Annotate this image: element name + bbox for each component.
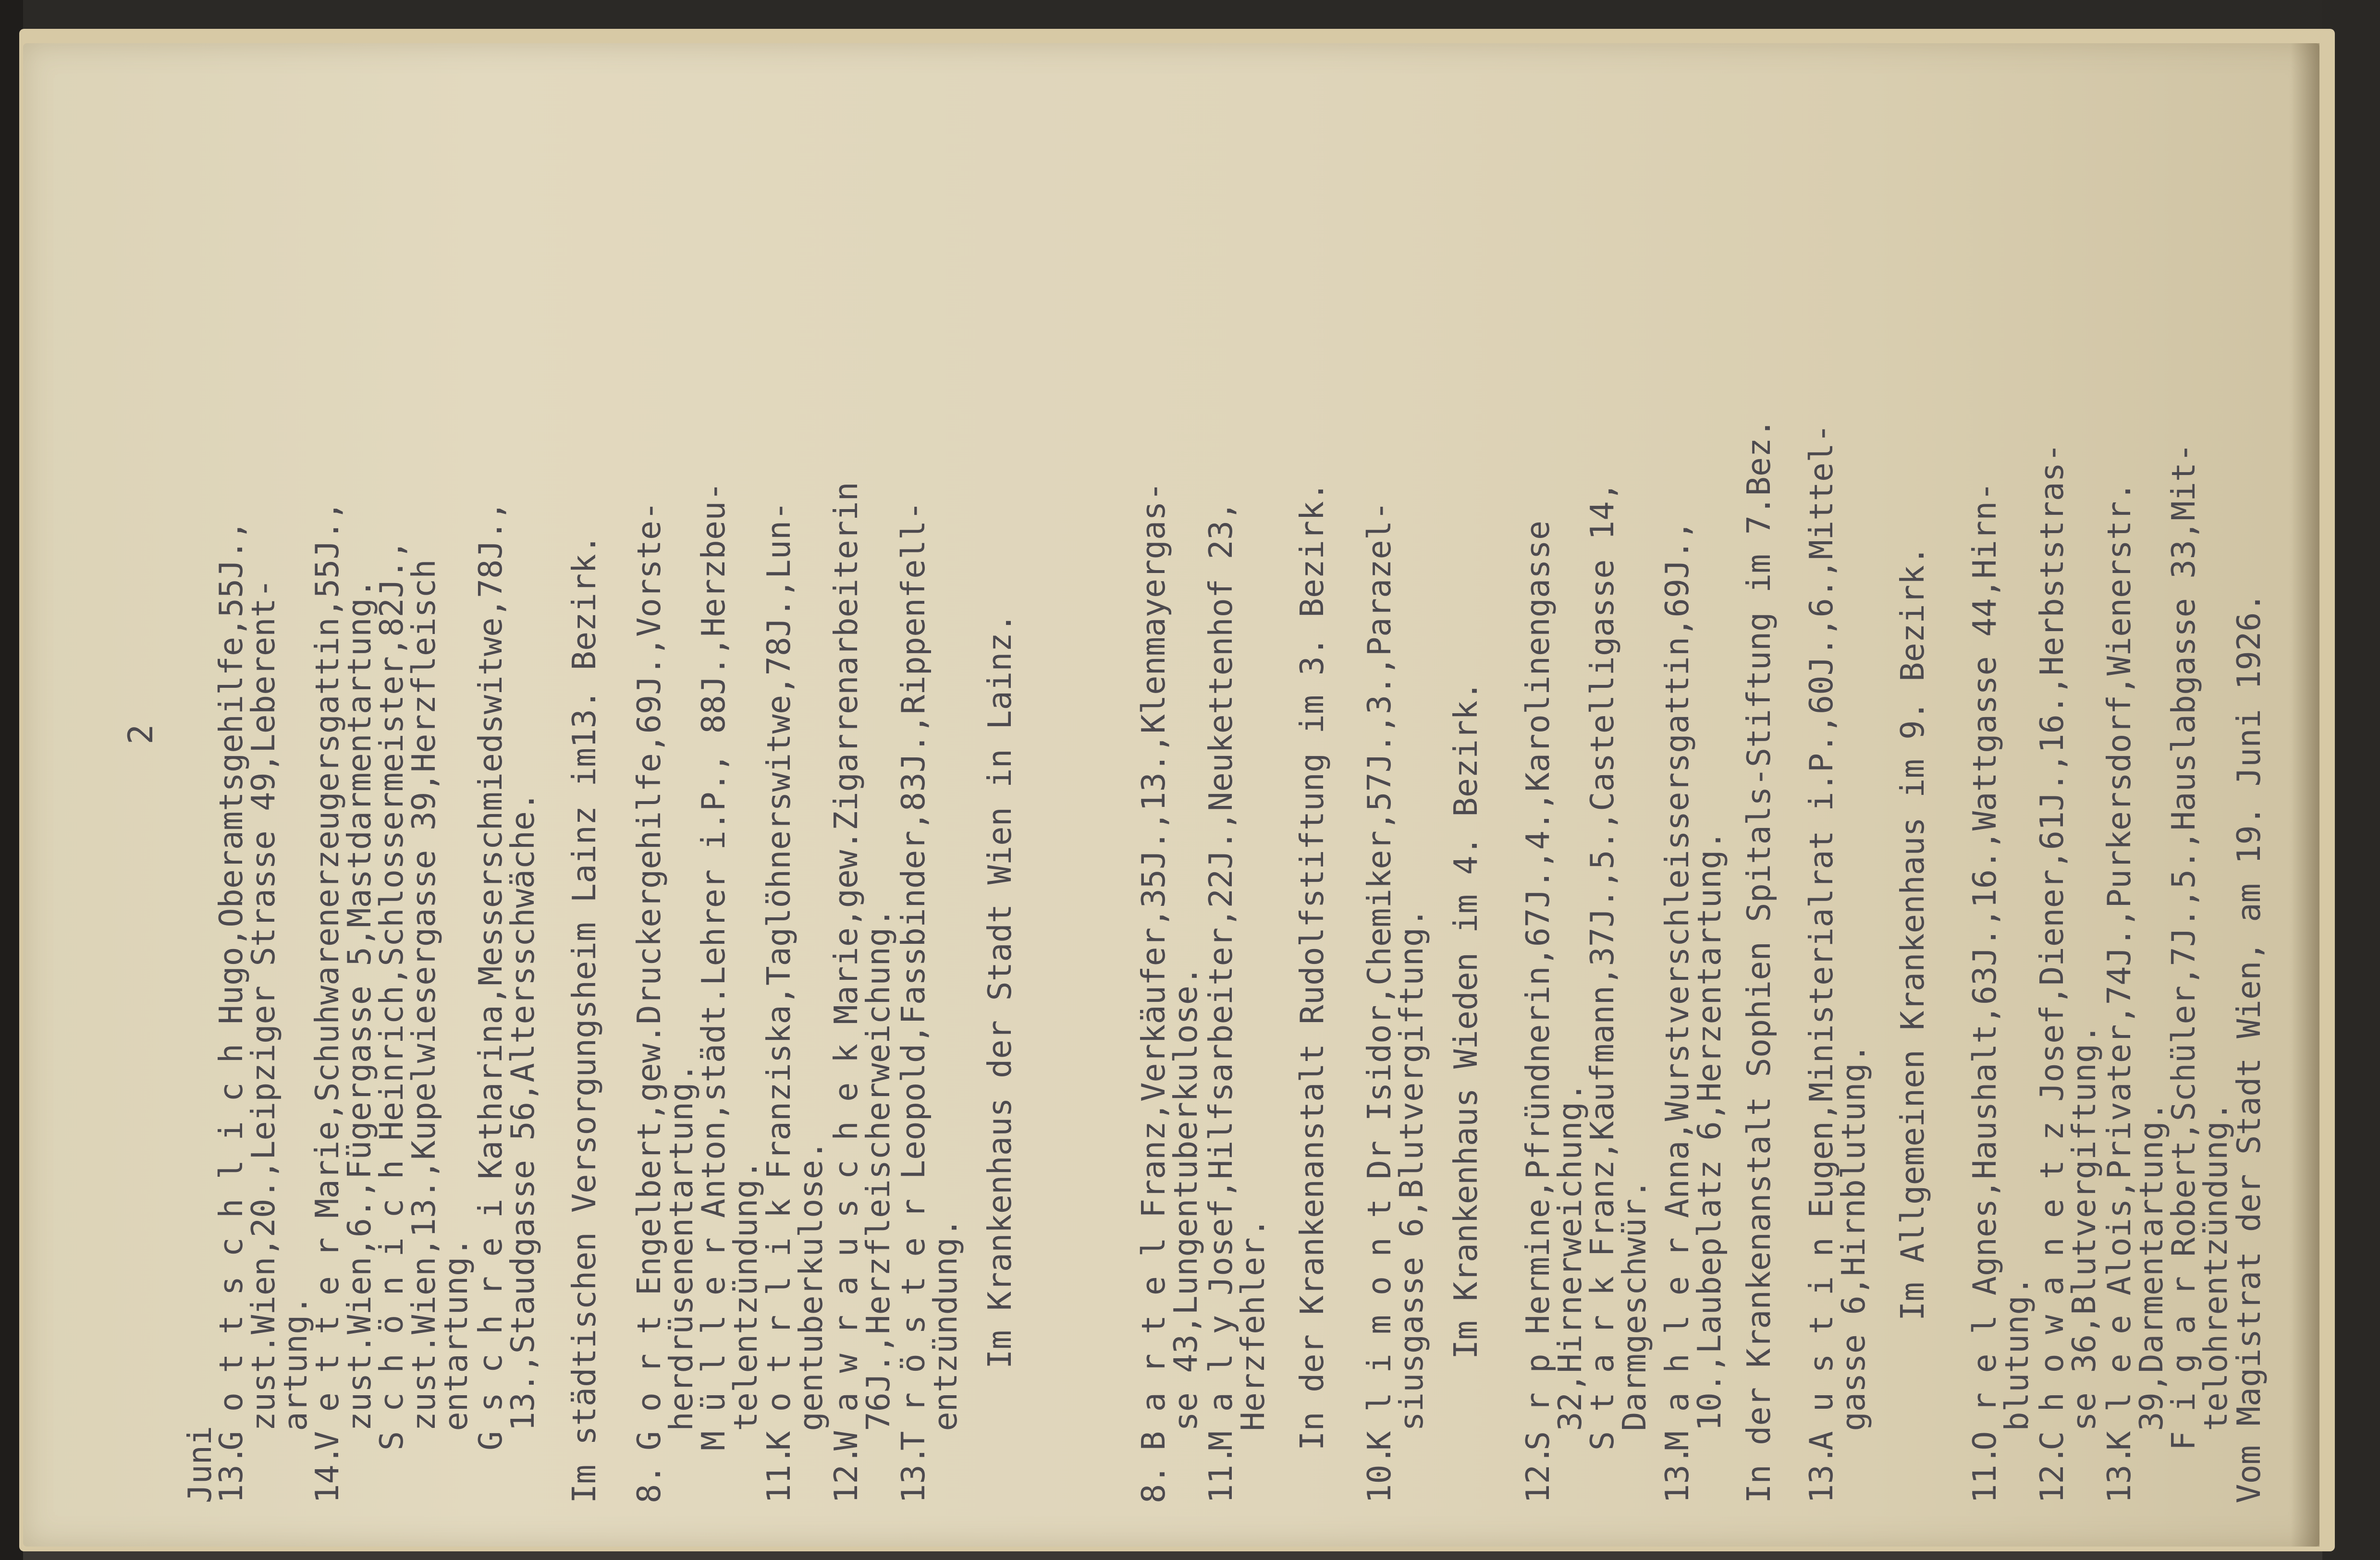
entry-text: G s c h r e i Katharina,Messerschmiedswitwe,78J., 13.,Staudgasse 56,Altersschwäche. (472, 501, 541, 1450)
entry-date: 12. (1519, 1445, 1557, 1503)
entry-text: K o t r l i k Franziska,Taglöhnerswitwe,78J.,Lun- gentuberkulose. (760, 501, 830, 1450)
entry-date: 11. (760, 1445, 797, 1503)
entry-date: 13. (895, 1445, 932, 1503)
entry-date: 12. (2033, 1445, 2071, 1503)
entry (1135, 110, 1204, 1503)
entry-text: S r p Hermine,Pfründnerin,67J.,4.,Karolinengasse 32,Hirnerweichung. S t a r k Franz,Kaufmann,37J.,5.,Castelligasse 14, Darmgeschwür. (1519, 482, 1653, 1450)
entry-text: V e t t e r Marie,Schuhwarenerzeugersgattin,55J., zust.Wien,6.,Fügergasse 5,Mastdarmentartung. S c h ö n i c h Heinrich,Schlossermeister,82J., zust.Wien,13.,Kupelwiesergasse 39,Herzfleisch entartung. (308, 501, 475, 1450)
section-heading: Im Krankenhaus Wieden im 4. Bezirk. (1447, 681, 1484, 1359)
entry-date: 13. (1658, 1445, 1696, 1503)
entry (472, 110, 541, 1503)
entry-text: M a h l e r Anna,Wurstverschleissersgattin,69J., 10.,Laubeplatz 6,Herzentartung. (1658, 520, 1728, 1450)
page-number: 2 (121, 724, 160, 744)
entry-text: K l i m o n t Dr Isidor,Chemiker,57J.,3.,Parazel- siusgasse 6,Blutvergiftung. (1361, 501, 1430, 1450)
entry (1363, 110, 1428, 1503)
entry-date: 11. (1202, 1445, 1239, 1503)
entry-date: 10. (1361, 1445, 1398, 1503)
entry (1519, 110, 1653, 1503)
section-heading: Im Krankenhaus der Stadt Wien in Lainz. (981, 613, 1018, 1369)
entry-text: C h o w a n e t z Josef,Diener,61J.,16.,Herbststras- se 36,Blutvergiftung. (2033, 443, 2103, 1450)
entry (760, 110, 830, 1503)
entry-text: W a w r a u s c h e k Marie,gew.Zigarrenarbeiterin 76J.,Herzfleischerweichung. (827, 482, 897, 1450)
entry (212, 110, 314, 1503)
entry (2100, 110, 2234, 1503)
section-heading: Im städtischen Versorgungsheim Lainz im13. Bezirk. (565, 535, 603, 1503)
entry-date: 11. (1966, 1445, 2003, 1503)
entry-text: M a l y Josef,Hilfsarbeiter,22J.,Neukettenhof 23, Herzfehler. (1202, 501, 1272, 1450)
entry (1805, 110, 1870, 1503)
entry-date: 13. (2100, 1445, 2138, 1503)
entry (2033, 110, 2103, 1503)
entry-date: 13. (1803, 1445, 1840, 1503)
entry (1202, 110, 1272, 1503)
entry-date: 8. (630, 1464, 668, 1503)
section-heading: In der Krankenanstalt Sophien Spitals-Stiftung im 7.Bez. (1740, 418, 1778, 1503)
entry-text: A u s t i n Eugen,Ministerialrat i.P.,60J.,6.,Mittel- gasse 6,Hirnblutung. (1803, 424, 1872, 1450)
entry-date: 14. (308, 1445, 346, 1503)
entry-text: T r ö s t e r Leopold,Fassbinder,83J.,Rippenfell- entzündung. (895, 501, 964, 1450)
section-heading: In der Krankenanstalt Rudolfstiftung im 3. Bezirk. (1293, 482, 1331, 1450)
entry-date: 13. (212, 1445, 250, 1503)
entry (308, 110, 475, 1503)
entry-text: B a r t e l Franz,Verkäufer,35J.,13.,Klenmayergas- se 43,Lungentuberkulose. (1135, 482, 1204, 1450)
entry-text: O r e l Agnes,Haushalt,63J.,16.,Wattgasse 44,Hirn- blutung. (1966, 482, 2036, 1450)
entry (1658, 110, 1728, 1503)
entry (1966, 110, 2036, 1503)
section-heading: Im Allgemeinen Krankenhaus im 9. Bezirk. (1894, 546, 1931, 1321)
entry (897, 110, 962, 1503)
footer-signature-line: Vom Magistrat der Stadt Wien, am 19. Juni 1926. (2230, 593, 2268, 1503)
month-label: Juni (181, 1426, 219, 1503)
entry (630, 110, 764, 1503)
document-page (23, 43, 2319, 1547)
entry-date: 8. (1135, 1464, 1172, 1503)
page-fold-shadow (2291, 43, 2319, 1547)
entry-text: G o t t s c h l i c h Hugo,Oberamtsgehilfe,55J., zust.Wien,20.,Leipziger Strasse 49,Leberent- artung. (212, 520, 314, 1450)
entry (827, 110, 897, 1503)
entry-text: K l e e Alois,Privater,74J.,Purkersdorf,Wienerstr. 39,Darmentartung. F i g a r Robert,Schüler,7J.,5.,Hauslabgasse 33,Mit- telohrentzündung. (2100, 443, 2234, 1450)
entry-text: G o r t Engelbert,gew.Druckergehilfe,69J.,Vorste- herdrüsenentartung. M ü l l e r Anton,städt.Lehrer i.P., 88J.,Herzbeu- telentzündung. (630, 482, 764, 1450)
rotated-text-block (119, 110, 2281, 1503)
entry-date: 12. (827, 1445, 865, 1503)
